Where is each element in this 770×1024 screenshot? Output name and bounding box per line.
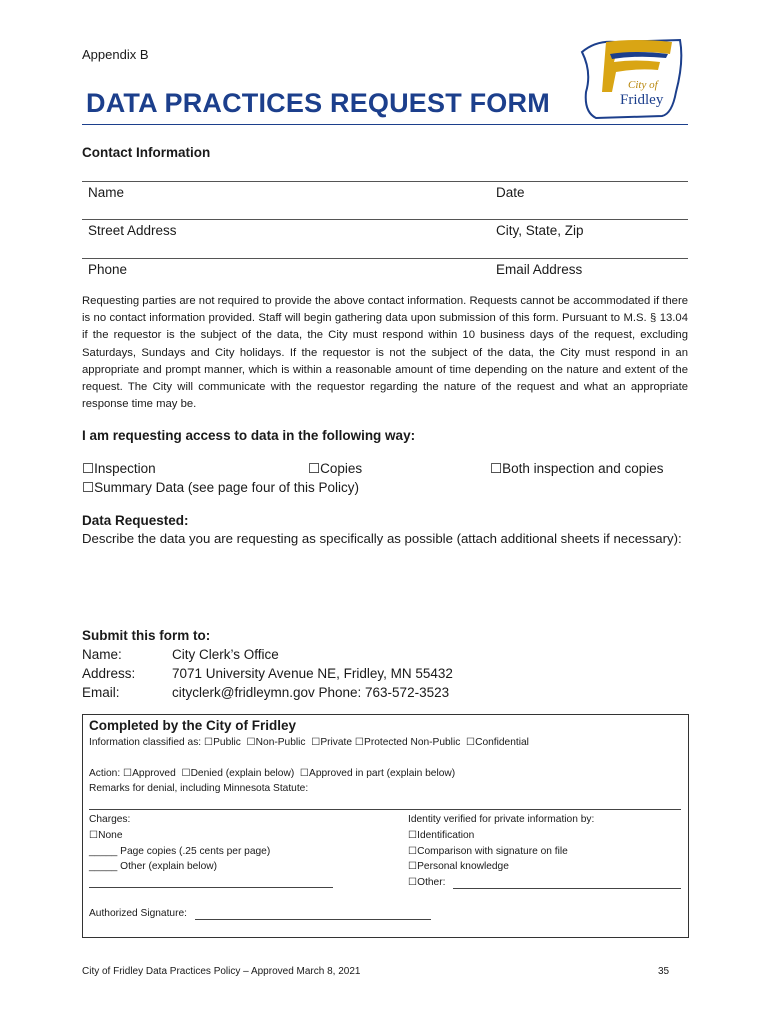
logo-city-of: City of [628, 79, 658, 91]
title-divider [82, 124, 688, 125]
date-field-label: Date [496, 185, 525, 200]
contact-heading: Contact Information [82, 145, 211, 160]
submit-address-label: Address: [82, 666, 136, 681]
denied-label: Denied (explain below) [190, 768, 295, 779]
public-label: Public [213, 737, 241, 748]
logo-fridley: Fridley [620, 92, 664, 108]
appendix-label: Appendix B [82, 47, 149, 62]
other-charges-label: _____ Other (explain below) [89, 861, 217, 872]
inspection-label: Inspection [94, 461, 156, 476]
classified-label: Information classified as: [89, 737, 202, 748]
submit-email-label: Email: [82, 685, 120, 700]
charges-line [89, 887, 333, 888]
confidential-checkbox[interactable] [466, 737, 529, 748]
street-field-label: Street Address [88, 223, 177, 238]
approved-label: Approved [132, 768, 176, 779]
city-use-box [82, 714, 689, 938]
remarks-label: Remarks for denial, including Minnesota Statute: [89, 783, 309, 794]
name-line [82, 181, 688, 182]
classification-row [89, 737, 529, 748]
personal-label: Personal knowledge [417, 861, 509, 872]
confidential-label: Confidential [475, 737, 529, 748]
non-public-checkbox[interactable] [247, 737, 306, 748]
remarks-line [89, 809, 681, 810]
submit-address-value: 7071 University Avenue NE, Fridley, MN 55432 [172, 666, 453, 681]
none-checkbox[interactable] [89, 830, 123, 841]
signature-line [195, 919, 431, 920]
identification-label: Identification [417, 830, 475, 841]
copies-label: Copies [320, 461, 363, 476]
contact-notice-paragraph: Requesting parties are not required to provide the above contact information. Requests cannot be accommodated if there is no contact information provided. Staff will begin gathering data upon submission of this form. Pursuant to M.S. § 13.04 if the requestor is the subject of the data, the City must respond within 10 business days of the request, excluding Saturdays, Sundays and City holidays. If the requestor is not the subject of the data, the City must respond in an appropriate and prompt manner, which is within a reasonable amount of time depending on the nature and extent of the request. The City will communicate with the requestor regarding the nature of the request and what an appropriate response time may be. [82, 295, 688, 411]
action-label: Action: [89, 768, 121, 779]
non-public-label: Non-Public [255, 737, 306, 748]
email-field-label: Email Address [496, 262, 583, 277]
name-field-label: Name [88, 185, 125, 200]
phone-field-label: Phone [88, 262, 128, 277]
identification-checkbox[interactable] [408, 830, 474, 841]
both-label: Both inspection and copies [502, 461, 664, 476]
authorized-signature-label: Authorized Signature: [89, 908, 187, 919]
other-checkbox[interactable] [408, 877, 445, 888]
both-checkbox[interactable] [490, 461, 663, 477]
phone-line [82, 258, 688, 259]
none-label: None [98, 830, 123, 841]
summary-checkbox[interactable] [82, 480, 359, 496]
city-field-label: City, State, Zip [496, 223, 584, 238]
footer-text: City of Fridley Data Practices Policy – Approved March 8, 2021 [82, 966, 361, 977]
data-requested-description: Describe the data you are requesting as specifically as possible (attach additional sheets if necessary): [82, 531, 682, 546]
other-line [453, 888, 681, 889]
access-heading: I am requesting access to data in the following way: [82, 428, 416, 443]
data-requested-heading: Data Requested: [82, 513, 189, 528]
submit-heading: Submit this form to: [82, 628, 211, 643]
personal-checkbox[interactable] [408, 861, 509, 872]
charges-label: Charges: [89, 814, 131, 825]
identity-label: Identity verified for private information by: [408, 814, 595, 825]
page-title: DATA PRACTICES REQUEST FORM [86, 88, 550, 118]
page-copies-label: _____ Page copies (.25 cents per page) [89, 846, 271, 857]
approved-part-label: Approved in part (explain below) [309, 768, 456, 779]
protected-checkbox[interactable] [355, 737, 460, 748]
summary-label: Summary Data (see page four of this Policy) [94, 480, 359, 495]
city-box-heading: Completed by the City of Fridley [89, 718, 297, 733]
private-checkbox[interactable] [311, 737, 352, 748]
submit-email-value: cityclerk@fridleymn.gov Phone: 763-572-3523 [172, 685, 450, 700]
protected-label: Protected Non-Public [364, 737, 461, 748]
city-logo [576, 32, 688, 122]
submit-name-value: City Clerk’s Office [172, 647, 279, 662]
approved-checkbox[interactable] [123, 768, 176, 779]
page-number: 35 [658, 966, 670, 977]
public-checkbox[interactable] [204, 737, 241, 748]
private-label: Private [320, 737, 353, 748]
denied-checkbox[interactable] [181, 768, 294, 779]
submit-name-label: Name: [82, 647, 122, 662]
action-row [89, 768, 455, 779]
other-label: Other: [417, 877, 446, 888]
copies-checkbox[interactable] [308, 461, 362, 477]
comparison-label: Comparison with signature on file [417, 846, 568, 857]
inspection-checkbox[interactable] [82, 461, 156, 477]
street-line [82, 219, 688, 220]
approved-part-checkbox[interactable] [300, 768, 455, 779]
comparison-checkbox[interactable] [408, 846, 568, 857]
